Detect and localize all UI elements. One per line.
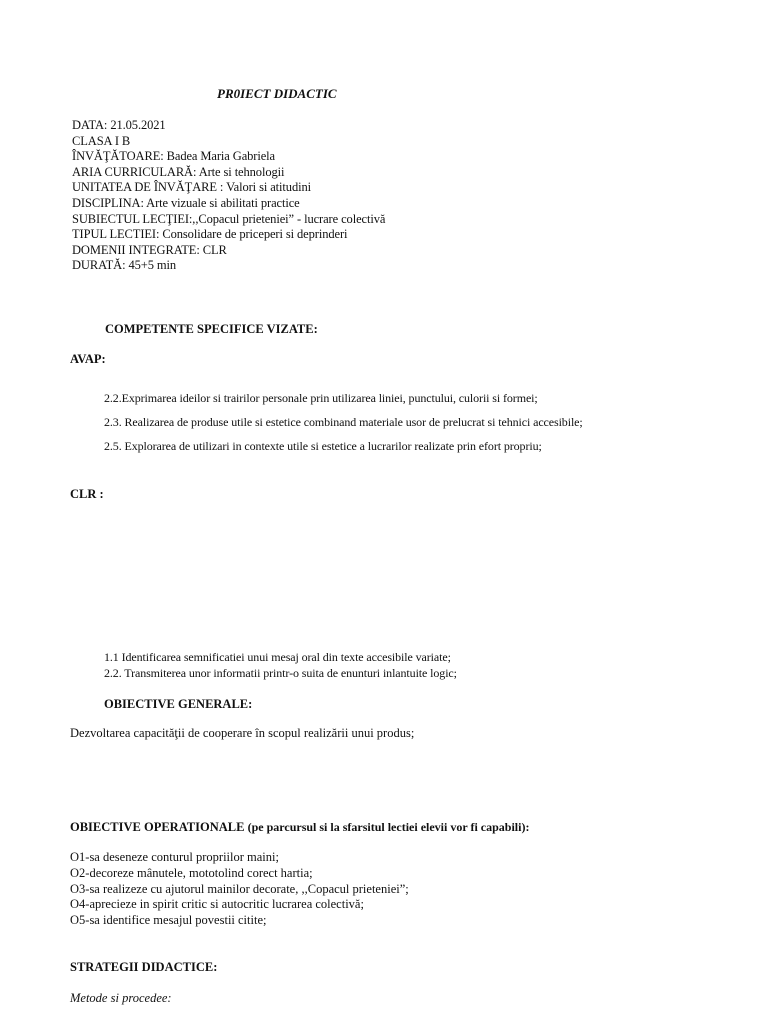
obiective-operationale-heading (70, 820, 529, 835)
avap-item: 2.3. Realizarea de produse utile si estetice combinand materiale usor de prelucrat si tehnici accesibile; (104, 415, 583, 429)
info-line: DISCIPLINA: Arte vizuale si abilitati practice (72, 195, 300, 210)
info-line: CLASA I B (72, 133, 131, 148)
metode-label: Metode si procedee: (70, 991, 172, 1005)
info-line: DATA: 21.05.2021 (72, 118, 166, 132)
obiective-generale-text: Dezvoltarea capacităţii de cooperare în scopul realizării unui produs; (70, 726, 415, 740)
obiective-operationale-note: (pe parcursul si la sfarsitul lectiei elevii vor fi capabili): (247, 820, 530, 834)
obiective-operationale-title: OBIECTIVE OPERATIONALE (70, 820, 245, 834)
info-line: DURATĂ: 45+5 min (72, 258, 177, 273)
document-title: PR0IECT DIDACTIC (217, 86, 337, 101)
strategii-heading: STRATEGII DIDACTICE: (70, 960, 218, 974)
clr-item: 2.2. Transmiterea unor informatii printr-o suita de enunturi inlantuite logic; (104, 666, 457, 680)
objective-item: O2-decoreze mânutele, mototolind corect hartia; (70, 865, 313, 880)
objective-item: O3-sa realizeze cu ajutorul mainilor decorate, ,,Copacul prieteniei”; (70, 881, 409, 896)
clr-label: CLR : (70, 487, 104, 501)
avap-label: AVAP: (70, 352, 106, 366)
objective-item: O1-sa deseneze conturul propriilor maini; (70, 850, 279, 864)
lesson-info-block (72, 118, 385, 274)
objective-item: O5-sa identifice mesajul povestii citite; (70, 913, 267, 928)
avap-item: 2.5. Explorarea de utilizari in contexte utile si estetice a lucrarilor realizate prin efort propriu; (104, 439, 542, 453)
info-line: TIPUL LECTIEI: Consolidare de priceperi si deprinderi (72, 227, 348, 242)
info-line: ÎNVĂŢĂTOARE: Badea Maria Gabriela (72, 149, 275, 164)
avap-item: 2.2.Exprimarea ideilor si trairilor personale prin utilizarea liniei, punctului, culorii si formei; (104, 391, 538, 405)
competente-heading: COMPETENTE SPECIFICE VIZATE: (105, 322, 318, 336)
info-line: UNITATEA DE ÎNVĂŢARE : Valori si atitudini (72, 180, 311, 195)
obiective-operationale-list (70, 850, 409, 929)
objective-item: O4-aprecieze in spirit critic si autocritic lucrarea colectivă; (70, 897, 364, 912)
obiective-generale-heading: OBIECTIVE GENERALE: (104, 697, 253, 711)
clr-item: 1.1 Identificarea semnificatiei unui mesaj oral din texte accesibile variate; (104, 650, 451, 664)
info-line: SUBIECTUL LECŢIEI:,,Copacul prieteniei” - lucrare colectivă (72, 211, 386, 226)
info-line: DOMENII INTEGRATE: CLR (72, 242, 227, 257)
info-line: ARIA CURRICULARĂ: Arte si tehnologii (72, 164, 285, 179)
